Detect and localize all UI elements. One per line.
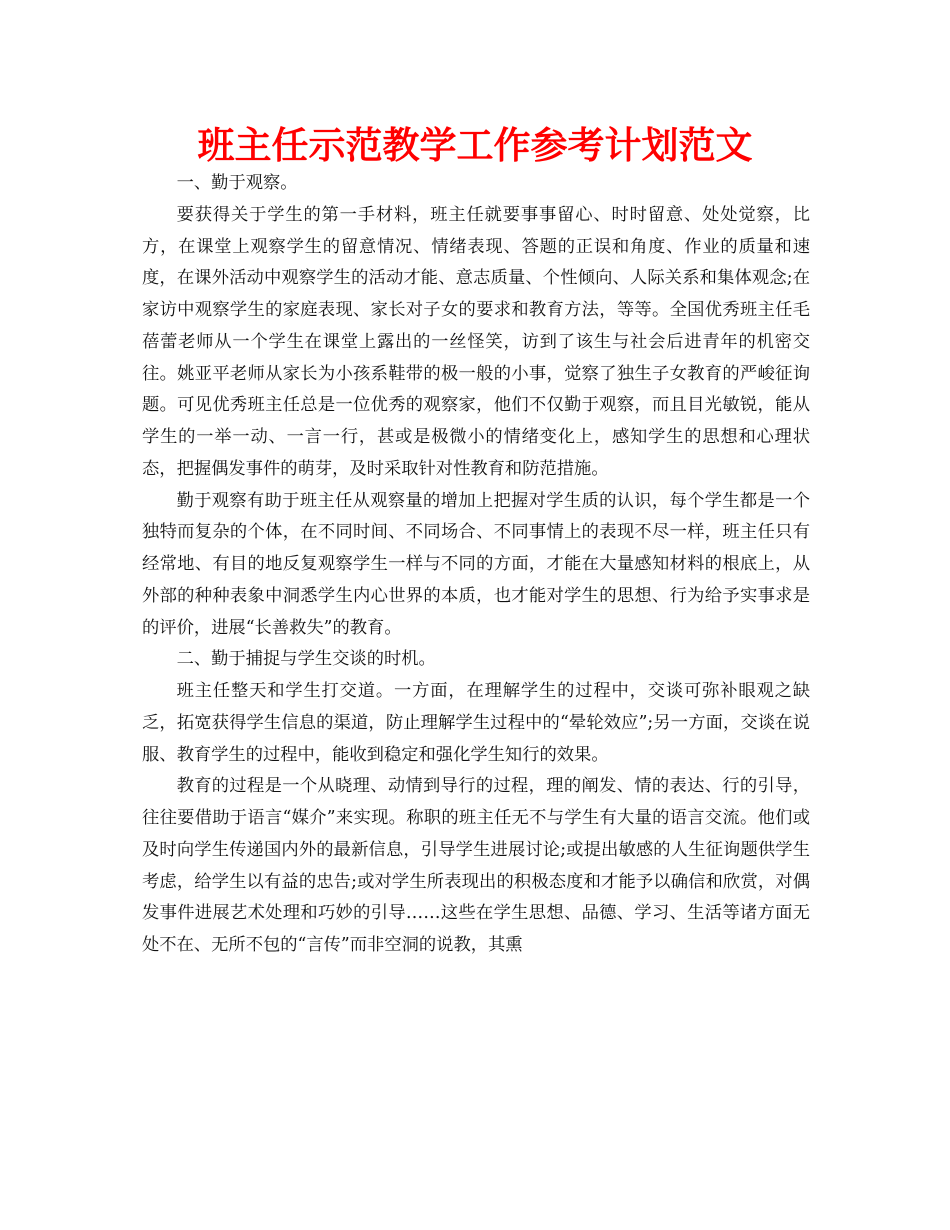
section-heading-1: 一、勤于观察。 [176, 173, 298, 193]
section-heading-2: 二、勤于捕捉与学生交谈的时机。 [176, 649, 436, 670]
paragraph-observation: 要获得关于学生的第一手材料，班主任就要事事留心、时时留意、处处觉察，比方，在课堂上观察学生的留意情况、情绪表现、答题的正误和角度、作业的质量和速度，在课外活动中观察学生的活动才能、意志质量、个性倾向、人际关系和集体观念;在家访中观察学生的家庭表现、家长对子女的要求和教育方法，等等。全国优秀班主任毛蓓蕾老师从一个学生在课堂上露出的一丝怪笑，访到了该生与社会后进青年的机密交往。姚亚平老师从家长为小孩系鞋带的极一般的小事，觉察了独生子女教育的严峻征询题。可见优秀班主任总是一位优秀的观察家，他们不仅勤于观察，而且目光敏锐，能从学生的一举一动、一言一行，甚或是极微小的情绪变化上，感知学生的思想和心理状态，把握偶发事件的萌芽，及时采取针对性教育和防范措施。 [142, 204, 810, 479]
paragraph-observation-benefit: 勤于观察有助于班主任从观察量的增加上把握对学生质的认识，每个学生都是一个独特而复杂的个体，在不同时间、不同场合、不同事情上的表现不尽一样，班主任只有经常地、有目的地反复观察学生一样与不同的方面，才能在大量感知材料的根底上，从外部的种种表象中洞悉学生内心世界的本质，也才能对学生的思想、行为给予实事求是的评价，进展“长善救失”的教育。 [142, 490, 810, 638]
document-body [142, 168, 810, 962]
document-title: 班主任示范教学工作参考计划范文 [197, 124, 753, 167]
paragraph-conversation: 班主任整天和学生打交道。一方面，在理解学生的过程中，交谈可弥补眼观之缺乏，拓宽获得学生信息的渠道，防止理解学生过程中的“晕轮效应”;另一方面，交谈在说服、教育学生的过程中，能收到稳定和强化学生知行的效果。 [142, 681, 810, 765]
paragraph-education-process: 教育的过程是一个从晓理、动情到导行的过程，理的阐发、情的表达、行的引导，往往要借助于语言“媒介”来实现。称职的班主任无不与学生有大量的语言交流。他们或及时向学生传递国内外的最新信息，引导学生进展讨论;或提出敏感的人生征询题供学生考虑，给学生以有益的忠告;或对学生所表现出的积极态度和才能予以确信和欣赏，对偶发事件进展艺术处理和巧妙的引导……这些在学生思想、品德、学习、生活等诸方面无处不在、无所不包的“言传”而非空洞的说教，其熏 [142, 776, 810, 955]
